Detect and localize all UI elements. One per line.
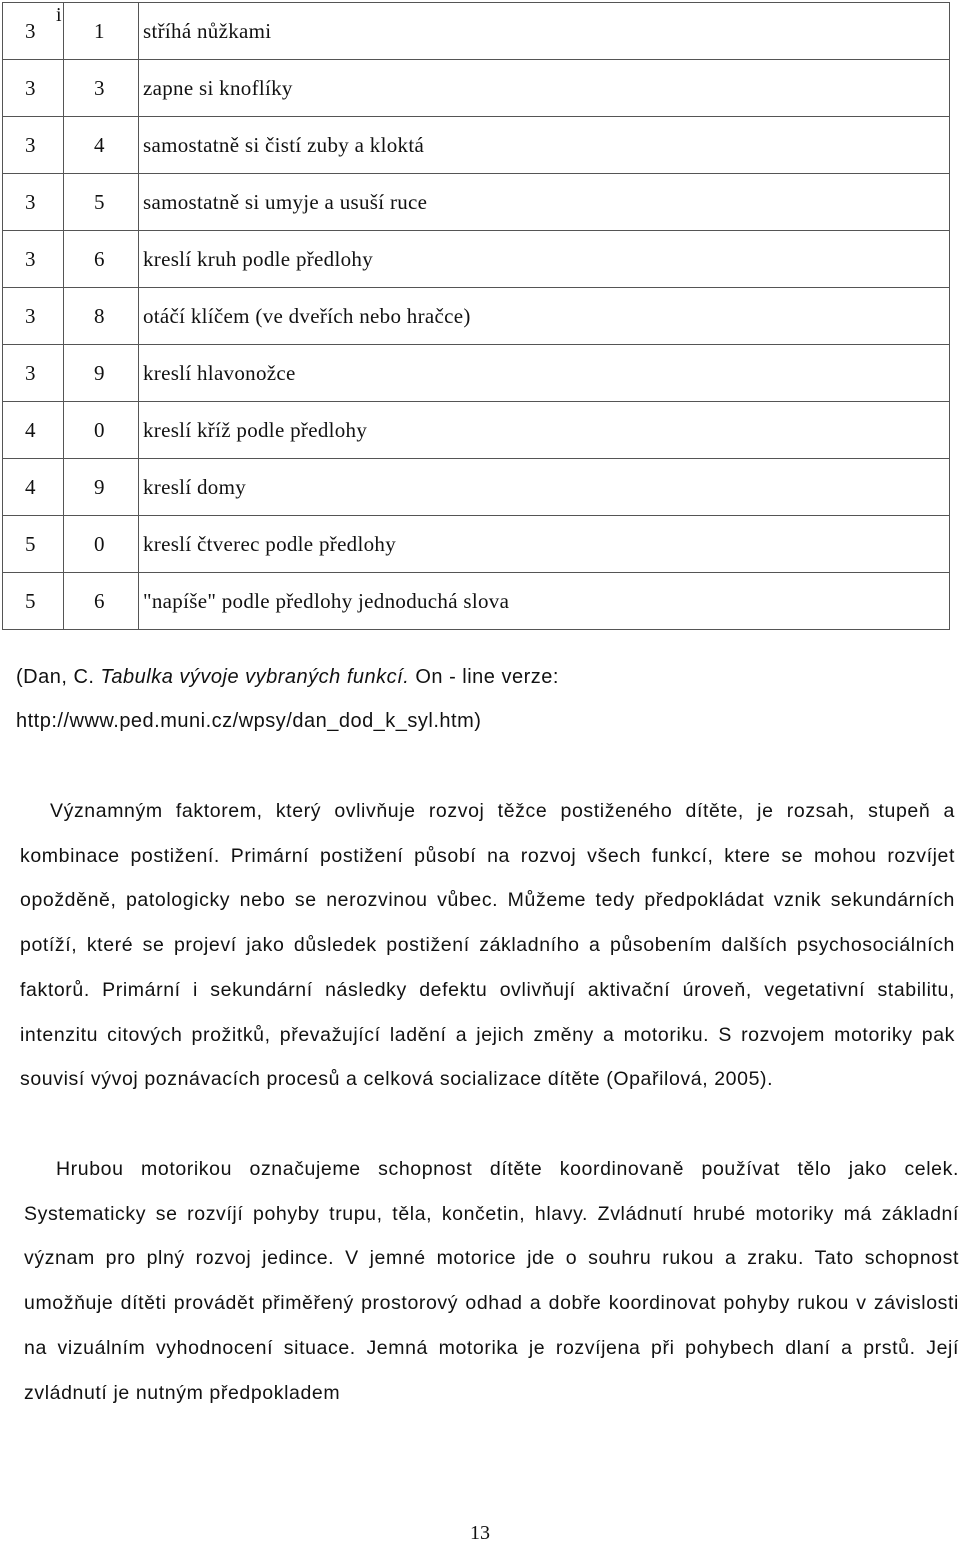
table-row: [3, 117, 950, 174]
month-cell: 3: [64, 60, 139, 117]
skill-cell: samostatně si čistí zuby a kloktá: [139, 117, 950, 174]
skill-cell: kreslí kříž podle předlohy: [139, 402, 950, 459]
table-row: [3, 288, 950, 345]
skill-cell: kreslí hlavonožce: [139, 345, 950, 402]
table-citation: [16, 655, 946, 743]
skill-cell: "napíše" podle předlohy jednoduchá slova: [139, 573, 950, 630]
citation-prefix: (Dan, C.: [16, 666, 101, 688]
month-cell: 9: [64, 459, 139, 516]
skill-cell: kreslí čtverec podle předlohy: [139, 516, 950, 573]
citation-source: On - line verze: http://www.ped.muni.cz/wpsy/dan_dod_k_syl.htm): [16, 666, 559, 732]
month-cell: 4: [64, 117, 139, 174]
year-cell: 3: [3, 174, 64, 231]
skill-cell: kreslí domy: [139, 459, 950, 516]
table-row: [3, 3, 950, 60]
year-cell: 5: [3, 516, 64, 573]
table-row: [3, 402, 950, 459]
citation-title: Tabulka vývoje vybraných funkcí.: [100, 666, 410, 688]
body-paragraph: Významným faktorem, který ovlivňuje rozvoj těžce postiženého dítěte, je rozsah, stupeň a kombinace postižení. Primární postižení působí na rozvoj všech funkcí, ktere se mohou rozvíjet opožděně, patologicky nebo se nerozvinou vůbec. Můžeme tedy předpokládat vznik sekundárních potíží, které se projeví jako důsledek postižení základního a působením dalších psychosociálních faktorů. Primární i sekundární následky defektu ovlivňují aktivační úroveň, vegetativní stabilitu, intenzitu citových prožitků, převažující ladění a jejich změny a motoriku. S rozvojem motoriky pak souvisí vývoj poznávacích procesů a celková socializace dítěte (Opařilová, 2005).: [20, 800, 955, 1091]
table-row: [3, 345, 950, 402]
skill-cell: samostatně si umyje a usuší ruce: [139, 174, 950, 231]
table-row: [3, 174, 950, 231]
table-row: [3, 231, 950, 288]
table-row: [3, 60, 950, 117]
table-row: [3, 459, 950, 516]
stray-mark: i: [56, 4, 62, 26]
year-cell: 4: [3, 459, 64, 516]
month-cell: 0: [64, 516, 139, 573]
skill-cell: zapne si knoflíky: [139, 60, 950, 117]
year-cell: 3: [3, 345, 64, 402]
year-cell: 3: [3, 60, 64, 117]
page-number: 13: [470, 1522, 490, 1544]
body-paragraph: Hrubou motorikou označujeme schopnost dítěte koordinovaně používat tělo jako celek. Systematicky se rozvíjí pohyby trupu, těla, končetin, hlavy. Zvládnutí hrubé motoriky má základní význam pro plný rozvoj jedince. V jemné motorice jde o souhru rukou a zraku. Tato schopnost umožňuje dítěti provádět přiměřený prostorový odhad a dobře koordinovat pohyby rukou v závislosti na vizuálním vyhodnocení situace. Jemná motorika je rozvíjena při pohybech dlaní a prstů. Její zvládnutí je nutným předpokladem: [24, 1158, 959, 1404]
month-cell: 0: [64, 402, 139, 459]
year-cell: 3: [3, 231, 64, 288]
skill-cell: stříhá nůžkami: [139, 3, 950, 60]
table-row: [3, 573, 950, 630]
year-cell: 3: [3, 117, 64, 174]
year-cell: 4: [3, 402, 64, 459]
month-cell: 5: [64, 174, 139, 231]
year-cell: 3: [3, 3, 64, 60]
month-cell: 1: [64, 3, 139, 60]
year-cell: 3: [3, 288, 64, 345]
table-row: [3, 516, 950, 573]
month-cell: 6: [64, 231, 139, 288]
skill-cell: kreslí kruh podle předlohy: [139, 231, 950, 288]
year-cell: 5: [3, 573, 64, 630]
month-cell: 8: [64, 288, 139, 345]
development-table: [2, 2, 950, 630]
month-cell: 6: [64, 573, 139, 630]
month-cell: 9: [64, 345, 139, 402]
skill-cell: otáčí klíčem (ve dveřích nebo hračce): [139, 288, 950, 345]
